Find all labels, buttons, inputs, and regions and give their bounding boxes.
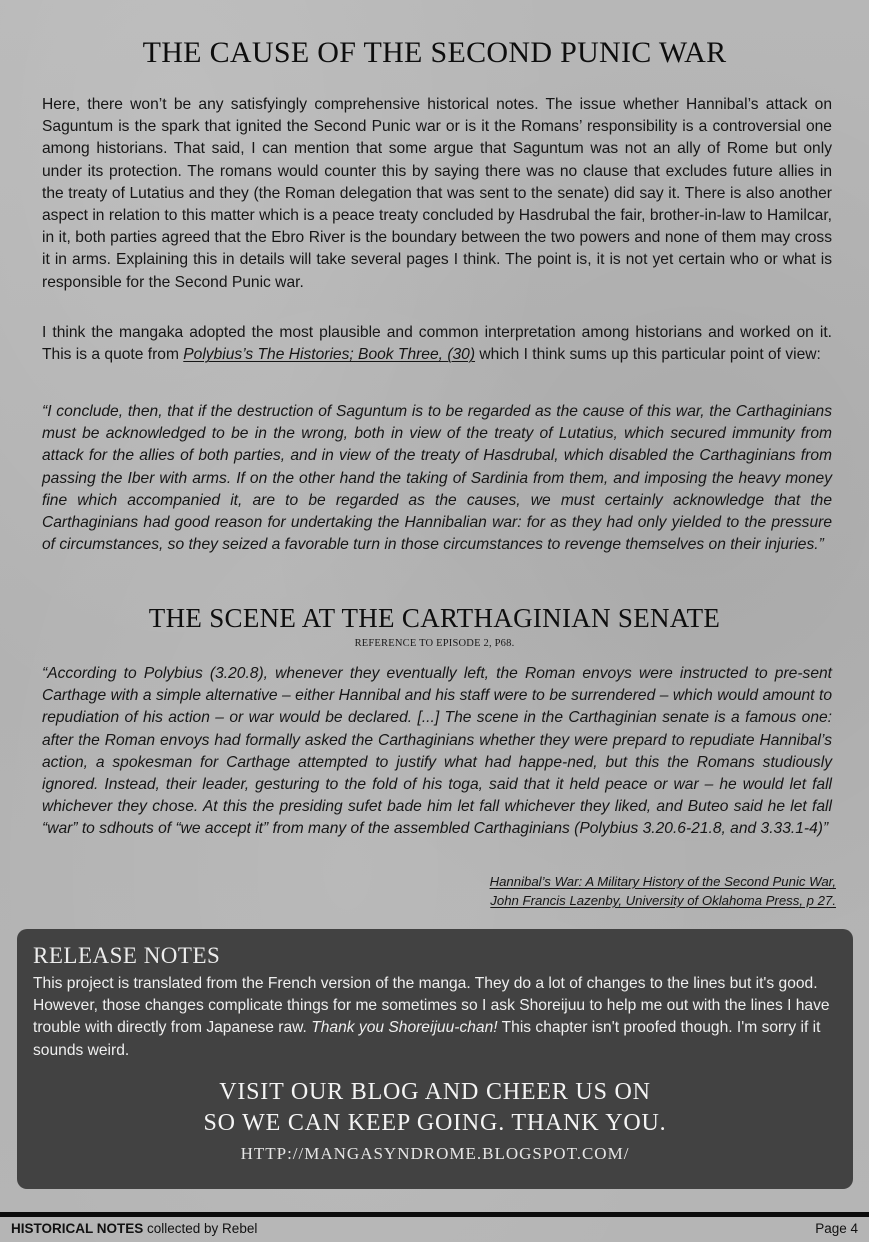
section-subtitle-reference: REFERENCE TO EPISODE 2, P68. [354, 638, 515, 649]
paragraph-interpretation [42, 322, 832, 366]
page-number: Page 4 [815, 1221, 858, 1236]
polybius-quote: “I conclude, then, that if the destruction of Saguntum is to be regarded as the cause of this war, the Carthaginians must be acknowledged to be in the wrong, both in view of the treaty of Lutatius, which secured immunity from attack for the allies of both parties, and in view of the treaty of Hasdrubal, which disabled the Carthaginians from passing the Iber with arms. If on the other hand the taking of Sardinia from them, and imposing the heavy money fine which accompanied it, are to be regarded as the causes, we must certainly acknowledge that the Carthaginians had good reason for undertaking the Hannibalian war: for as they had only yielded to the pressure of circumstances, so they seized a favorable turn in those circumstances to revenge themselves on their injuries.” [42, 403, 832, 554]
citation [490, 872, 836, 910]
section-title-senate: THE SCENE AT THE CARTHAGINIAN SENATE [148, 603, 721, 633]
release-notes-box [17, 929, 853, 1189]
footer [0, 1218, 869, 1242]
footer-divider [0, 1212, 869, 1217]
release-notes-heading: RELEASE NOTES [33, 943, 221, 968]
release-notes-text [33, 973, 839, 1062]
release-notes-body-end: This chapter isn't proofed though. I'm sorry if it sounds weird. [33, 1019, 821, 1059]
citation-line-author: John Francis Lazenby, University of Oklahoma Press, p 27. [490, 893, 836, 908]
polybius-reference-link: Polybius’s The Histories; Book Three, (30) [183, 346, 476, 364]
citation-line-title: Hannibal’s War: A Military History of the Second Punic War, [489, 874, 836, 889]
footer-credit [11, 1221, 257, 1236]
blog-url-link[interactable]: HTTP://MANGASYNDROME.BLOGSPOT.COM/ [240, 1144, 630, 1163]
release-notes-thanks: Thank you Shoreijuu-chan! [311, 1019, 498, 1037]
paragraph-intro: Here, there won’t be any satisfyingly comprehensive historical notes. The issue whether Hannibal’s attack on Saguntum is the spark that ignited the Second Punic war or is it the Romans’ responsibility is a controversial one among historians. That said, I can mention that some argue that Saguntum was not an ally of Rome but only under its protection. The romans would counter this by saying there was no clause that excludes future allies in the treaty of Lutatius and they (the Roman delegation that was sent to the senate) did say it. There is also another aspect in relation to this matter which is a peace treaty concluded by Hasdrubal the fair, brother-in-law to Hamilcar, in it, both parties agreed that the Ebro River is the boundary between the two powers and none of them may cross it in arms. Explaining this in details will take several pages I think. The point is, it is not yet certain who or what is responsible for the Second Punic war. [42, 96, 832, 291]
cta-line-1: VISIT OUR BLOG AND CHEER US ON [219, 1079, 651, 1105]
paragraph-text: I think the mangaka adopted the most plausible and common interpretation among historians and worked on it. This is a quote from [42, 324, 832, 364]
section-title-cause: THE CAUSE OF THE SECOND PUNIC WAR [142, 36, 727, 69]
release-notes-body: This project is translated from the French version of the manga. They do a lot of changes to the lines but it's good. However, those changes complicate things for me sometimes so I ask Shoreijuu to help me out with the lines I have trouble with directly from Japanese raw. [33, 975, 830, 1037]
lazenby-quote: “According to Polybius (3.20.8), whenever they eventually left, the Roman envoys were instructed to pre-sent Carthage with a simple alternative – either Hannibal and his staff were to be surrendered – which would amount to repudiation of his action – or war would be declared. [...] The scene in the Carthaginian senate is a famous one: after the Roman envoys had formally asked the Carthaginians whether they were prepard to repudiate Hannibal’s action, a spokesman for Carthage attempted to justify what had happe-ned, but this the Romans studiously ignored. Instead, their leader, gesturing to the fold of his toga, said that it held peace or war – he would let fall whichever they chose. At this the presiding sufet bade him let fall whichever they liked, and Buteo said he let fall “war” to sdhouts of “we accept it” from many of the assembled Carthaginians (Polybius 3.20.6-21.8, and 3.33.1-4)” [42, 665, 832, 838]
paragraph-text: which I think sums up this particular point of view: [475, 346, 821, 364]
footer-section-name: HISTORICAL NOTES [11, 1221, 144, 1236]
cta-line-2: SO WE CAN KEEP GOING. THANK YOU. [203, 1110, 667, 1136]
footer-collected-by: collected by Rebel [143, 1221, 258, 1236]
